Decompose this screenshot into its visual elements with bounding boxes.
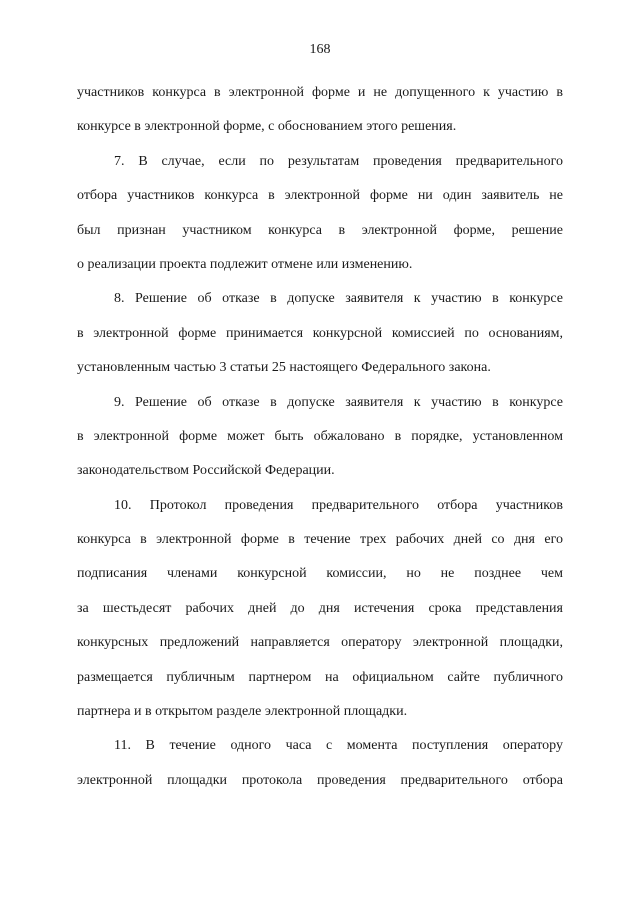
text-line: законодательством Российской Федерации.: [77, 463, 335, 479]
text-line: в электронной форме принимается конкурсной комиссией по основаниям,: [77, 325, 563, 341]
paragraph-item-8: [77, 282, 563, 385]
paragraph-item-9: [77, 386, 563, 489]
text-line: установленным частью 3 статьи 25 настоящего Федерального закона.: [77, 360, 491, 376]
body-text: [77, 76, 563, 798]
text-line: о реализации проекта подлежит отмене или изменению.: [77, 256, 413, 272]
page-number: 168: [309, 42, 331, 57]
text-line: участников конкурса в электронной форме и не допущенного к участию в: [77, 85, 563, 100]
text-line: 9. Решение об отказе в допуске заявителя к участию в конкурсе: [114, 394, 563, 410]
paragraph-item-10: [77, 489, 563, 730]
text-line: за шестьдесят рабочих дней до дня истечения срока представления: [77, 600, 563, 616]
paragraph-item-7: [77, 145, 563, 283]
text-line: размещается публичным партнером на официальном сайте публичного: [77, 669, 563, 685]
text-line: конкурсных предложений направляется оператору электронной площадки,: [77, 635, 563, 651]
text-line: был признан участником конкурса в электронной форме, решение: [77, 222, 563, 238]
text-line: 11. В течение одного часа с момента поступления оператору: [114, 738, 563, 754]
text-line: подписания членами конкурсной комиссии, но не позднее чем: [77, 566, 563, 582]
text-line: 8. Решение об отказе в допуске заявителя к участию в конкурсе: [114, 291, 563, 307]
text-line: конкурса в электронной форме в течение трех рабочих дней со дня его: [77, 532, 563, 548]
text-line: 7. В случае, если по результатам проведения предварительного: [114, 153, 563, 169]
text-line: конкурсе в электронной форме, с обоснованием этого решения.: [77, 119, 457, 135]
text-line: 10. Протокол проведения предварительного отбора участников: [114, 497, 563, 513]
paragraph-continuation: [77, 76, 563, 145]
text-line: в электронной форме может быть обжаловано в порядке, установленном: [77, 428, 563, 444]
paragraph-item-11: [77, 729, 563, 798]
text-line: отбора участников конкурса в электронной форме ни один заявитель не: [77, 188, 563, 204]
text-line: партнера и в открытом разделе электронной площадки.: [77, 704, 408, 720]
text-line: электронной площадки протокола проведения предварительного отбора: [77, 772, 563, 788]
